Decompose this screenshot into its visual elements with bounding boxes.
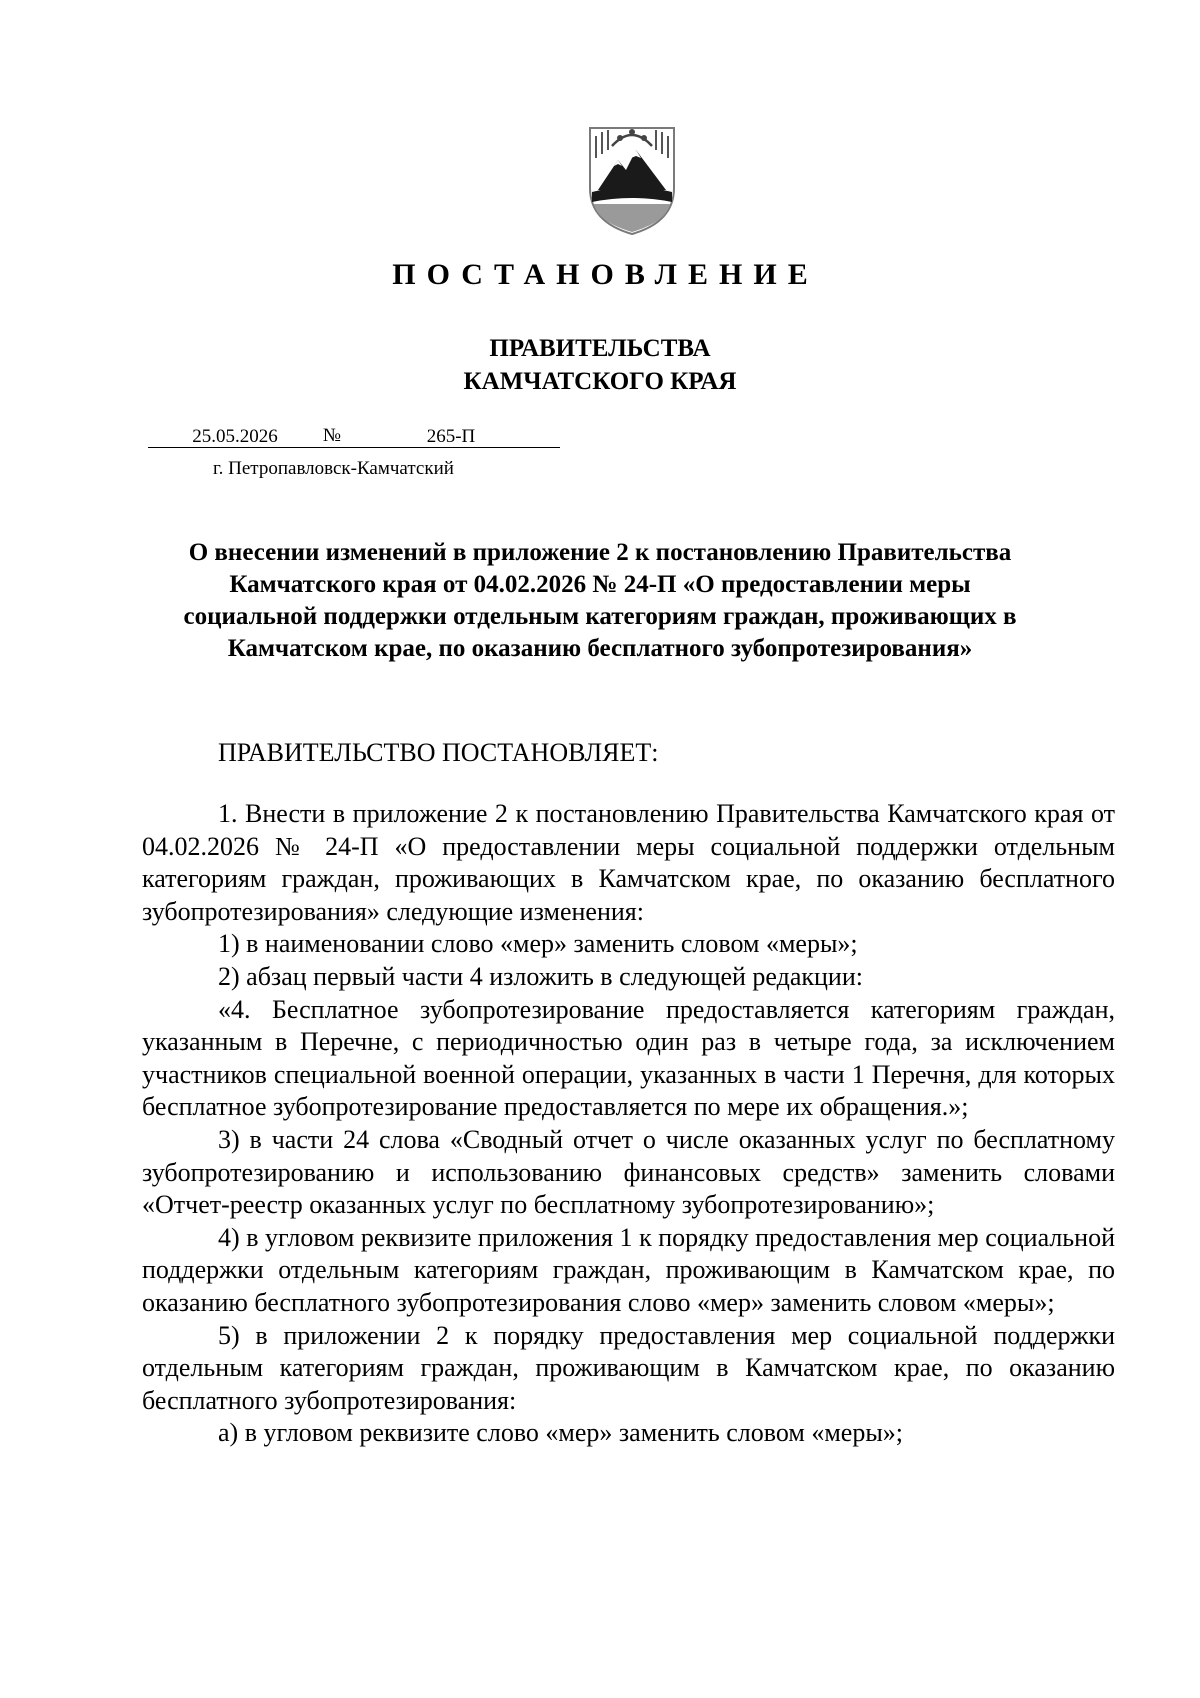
document-number: 265-П — [342, 426, 560, 448]
document-city: г. Петропавловск-Камчатский — [213, 458, 454, 479]
body-paragraph: 2) абзац первый части 4 изложить в следующей редакции: — [218, 961, 863, 991]
title-line: Камчатском крае, по оказанию бесплатного зубопротезирования» — [227, 635, 973, 662]
body-paragraph: 1) в наименовании слово «мер» заменить словом «меры»; — [218, 929, 858, 959]
document-body — [142, 798, 1115, 1450]
issuer-line: КАМЧАТСКОГО КРАЯ — [463, 368, 737, 395]
body-paragraph: 1. Внести в приложение 2 к постановлению Правительства Камчатского края от 04.02.2026 № 24-П «О предоставлении меры социальной поддержки отдельным категориям граждан, проживающих в Камчатском крае, по оказанию бесплатного зубопротезирования» следующие изменения: — [142, 799, 1115, 926]
body-paragraph: 4) в угловом реквизите приложения 1 к порядку предоставления мер социальной поддержки отдельным категориям граждан, проживающим в Камчатском крае, по оказанию бесплатного зубопротезирования слово «мер» заменить словом «меры»; — [142, 1222, 1115, 1317]
document-type: ПОСТАНОВЛЕНИЕ — [392, 258, 819, 291]
body-paragraph: 3) в части 24 слова «Сводный отчет о числе оказанных услуг по бесплатному зубопротезированию и использованию финансовых средств» заменить словами «Отчет-реестр оказанных услуг по бесплатному зубопротезированию»; — [142, 1124, 1115, 1220]
number-sign: № — [322, 425, 342, 446]
title-line: Камчатского края от 04.02.2026 № 24-П «О предоставлении меры — [229, 571, 971, 598]
decree-clause: ПРАВИТЕЛЬСТВО ПОСТАНОВЛЯЕТ: — [218, 738, 659, 767]
document-date-number — [148, 425, 560, 448]
body-paragraph: «4. Бесплатное зубопротезирование предоставляется категориям граждан, указанным в Перечне, с периодичностью один раз в четыре года, за исключением участников специальной военной операции, указанных в части 1 Перечня, для которых бесплатное зубопротезирование предоставляется по мере их обращения.»; — [142, 994, 1115, 1122]
body-paragraph: а) в угловом реквизите слово «мер» заменить словом «меры»; — [218, 1418, 904, 1448]
document-date: 25.05.2026 — [148, 426, 322, 448]
issuer-line: ПРАВИТЕЛЬСТВА — [489, 335, 711, 362]
issuer — [0, 332, 1200, 398]
body-paragraph: 5) в приложении 2 к порядку предоставления мер социальной поддержки отдельным категориям граждан, проживающим в Камчатском крае, по оказанию бесплатного зубопротезирования: — [142, 1320, 1115, 1415]
title-line: О внесении изменений в приложение 2 к постановлению Правительства — [188, 539, 1012, 566]
title-line: социальной поддержки отдельным категориям граждан, проживающих в — [183, 603, 1017, 630]
kamchatka-coat-of-arms-icon — [576, 110, 688, 240]
document-title — [140, 537, 1060, 665]
